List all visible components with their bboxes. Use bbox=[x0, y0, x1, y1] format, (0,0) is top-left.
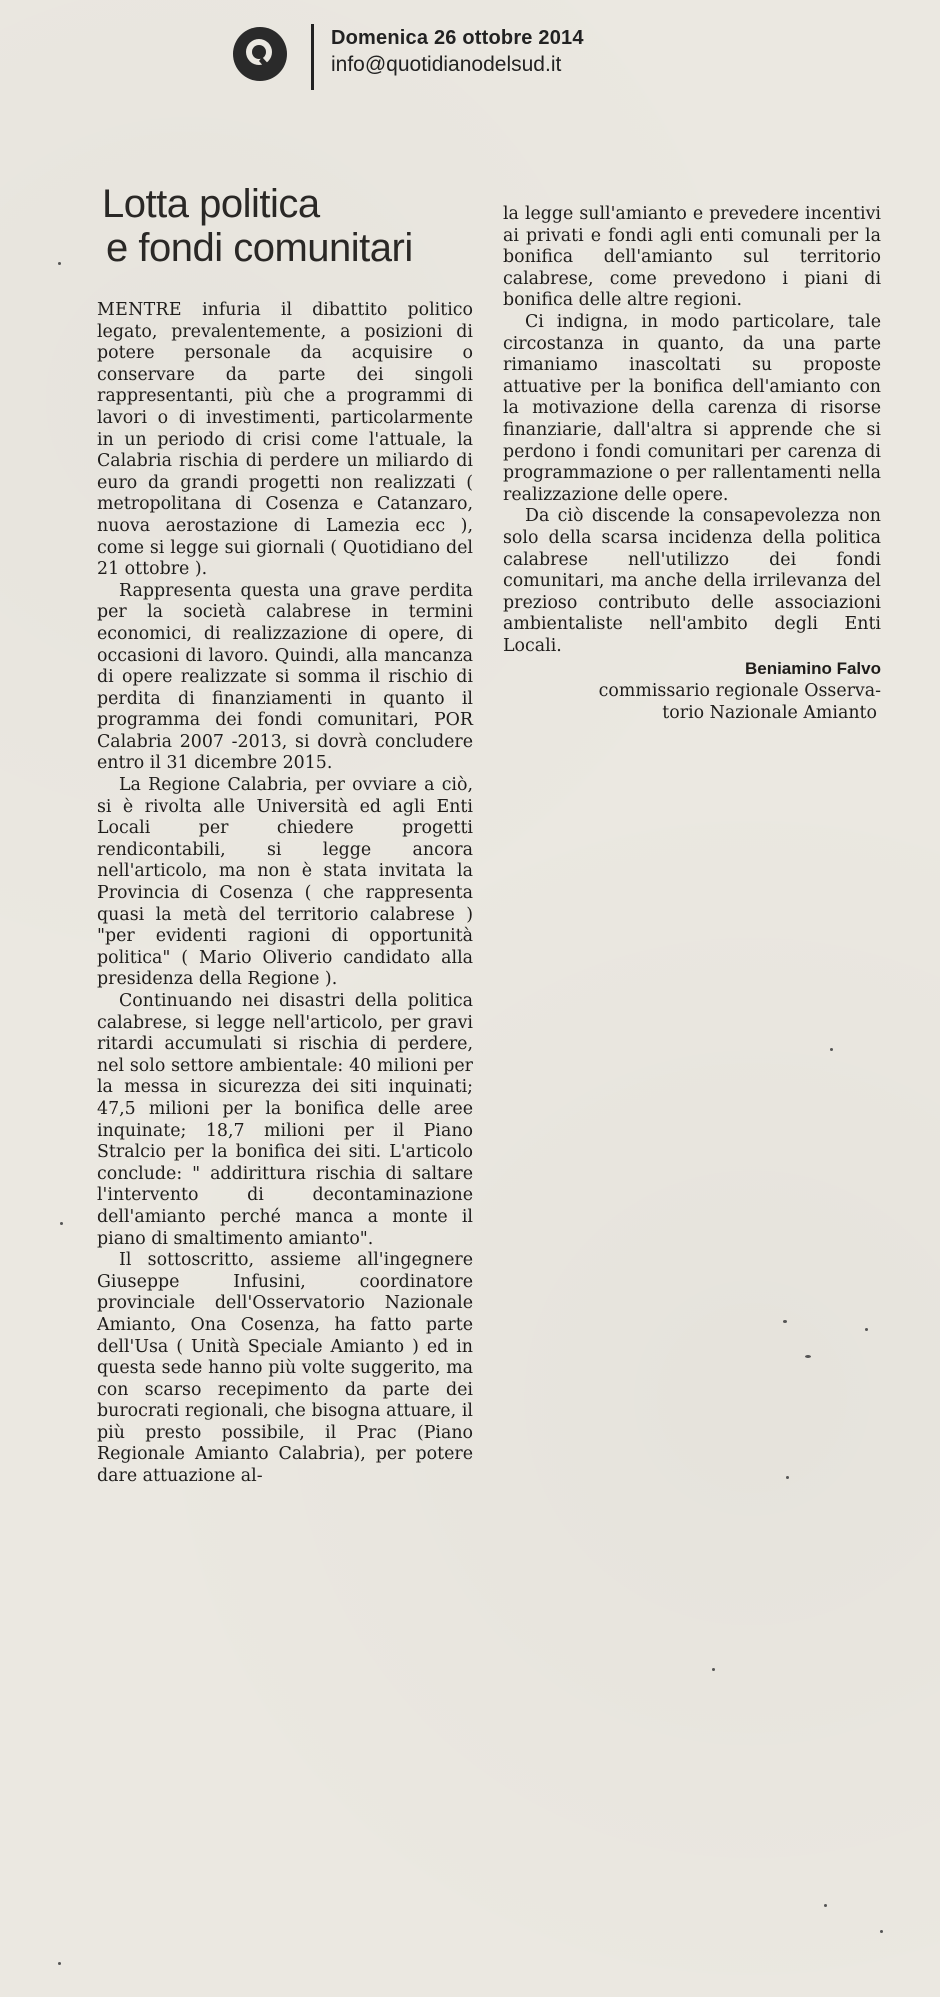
paragraph-4: Continuando nei disastri della politica calabrese, si legge nell'articolo, per gravi ritardi accumulati si rischia di perdere, nel solo settore ambientale: 40 milioni per la messa in sicurezza dei siti inquinati; 47,5 milioni per la bonifica delle aree inquinate; 18,7 milioni per il Piano Stralcio per la bonifica dei siti. L'articolo conclude: " addirittura rischia di saltare l'intervento di decontaminazione dell'amianto perché manca a monte il piano di smaltimento amianto". bbox=[97, 991, 473, 1249]
paragraph-5: Il sottoscritto, assieme all'ingegnere Giuseppe Infusini, coordinatore provinciale dell'Osservatorio Nazionale Amianto, Ona Cosenza, ha fatto parte dell'Usa ( Unità Speciale Amianto ) ed in questa sede hanno più volte suggerito, ma con scarso recepimento da parte dei burocrati regionali, che bisogna attuare, il più presto possibile, il Prac (Piano Regionale Amianto Calabria), per potere dare attuazione al- bbox=[97, 1250, 473, 1487]
scan-speck bbox=[830, 1048, 833, 1051]
article-column-right bbox=[503, 204, 881, 724]
headline-line-1: Lotta politica bbox=[102, 182, 320, 226]
paragraph-1-text: infuria il dibattito politico legato, prevalentemente, a posizioni di potere personale da acquisire o conservare da parte dei singoli rappresentanti, più che a programmi di lavori o di investimenti, particolarmente in un periodo di crisi come l'attuale, la Calabria rischia di perdere un miliardo di euro da grandi progetti non realizzati ( metropolitana di Cosenza e Catanzaro, nuova aerostazione di Lamezia ecc ), come si legge sui giornali ( Quotidiano del 21 ottobre ). bbox=[97, 300, 473, 580]
paragraph-1 bbox=[97, 300, 473, 581]
article-headline bbox=[102, 182, 482, 270]
paragraph-6: Ci indigna, in modo particolare, tale circostanza in quanto, da una parte rimaniamo inascoltati su proposte attuative per la bonifica dell'amianto con la motivazione della carenza di risorse finanziarie, dall'altra si apprende che si perdono i fondi comunitari per carenza di programmazione o per rallentamenti nella realizzazione delle opere. bbox=[503, 311, 881, 505]
paragraph-2: Rappresenta questa una grave perdita per la società calabrese in termini economici, di realizzazione di opere, di occasioni di lavoro. Quindi, alla mancanza di opere realizzate si somma il rischio di perdita di finanziamenti in quanto il programma dei fondi comunitari, POR Calabria 2007 -2013, si dovrà concludere entro il 31 dicembre 2015. bbox=[97, 580, 473, 774]
scan-speck bbox=[783, 1320, 787, 1323]
author-role-line-1: commissario regionale Osserva- bbox=[598, 681, 881, 702]
author-role-line-2: torio Nazionale Amianto bbox=[662, 703, 877, 724]
scan-speck bbox=[58, 262, 61, 265]
paragraph-3: La Regione Calabria, per ovviare a ciò, si è rivolta alle Università ed agli Enti Locali per chiedere progetti rendicontabili, si legge ancora nell'articolo, ma non è stata invitata la Provincia di Cosenza ( che rappresenta quasi la metà del territorio calabrese ) "per evidenti ragioni di opportunità politica" ( Mario Oliverio candidato alla presidenza della Regione ). bbox=[97, 775, 473, 990]
scan-speck bbox=[60, 1222, 63, 1225]
paragraph-5-continued: la legge sull'amianto e prevedere incentivi ai privati e fondi agli enti comunali per la bonifica dell'amianto sul territorio calabrese, come prevedono i piani di bonifica delle altre regioni. bbox=[503, 204, 881, 311]
scan-speck bbox=[58, 1962, 61, 1965]
scan-speck bbox=[824, 1904, 827, 1907]
headline-line-2: e fondi comunitari bbox=[106, 226, 413, 270]
contact-email: info@quotidianodelsud.it bbox=[331, 53, 562, 76]
article-column-left bbox=[97, 300, 473, 1488]
lead-word: MENTRE bbox=[97, 300, 182, 320]
issue-date: Domenica 26 ottobre 2014 bbox=[331, 27, 584, 49]
author-name: Beniamino Falvo bbox=[744, 659, 881, 679]
scan-speck bbox=[880, 1930, 883, 1933]
scan-speck bbox=[786, 1476, 789, 1479]
paragraph-7: Da ciò discende la consapevolezza non solo della scarsa incidenza della politica calabrese nell'utilizzo dei fondi comunitari, ma anche della irrilevanza del prezioso contributo delle associazioni ambientaliste nell'ambito degli Enti Locali. bbox=[503, 506, 881, 656]
newspaper-logo-icon bbox=[232, 26, 288, 82]
scan-speck bbox=[712, 1668, 715, 1671]
scan-speck bbox=[865, 1328, 868, 1331]
masthead-divider bbox=[311, 24, 314, 90]
scan-speck bbox=[805, 1355, 811, 1358]
